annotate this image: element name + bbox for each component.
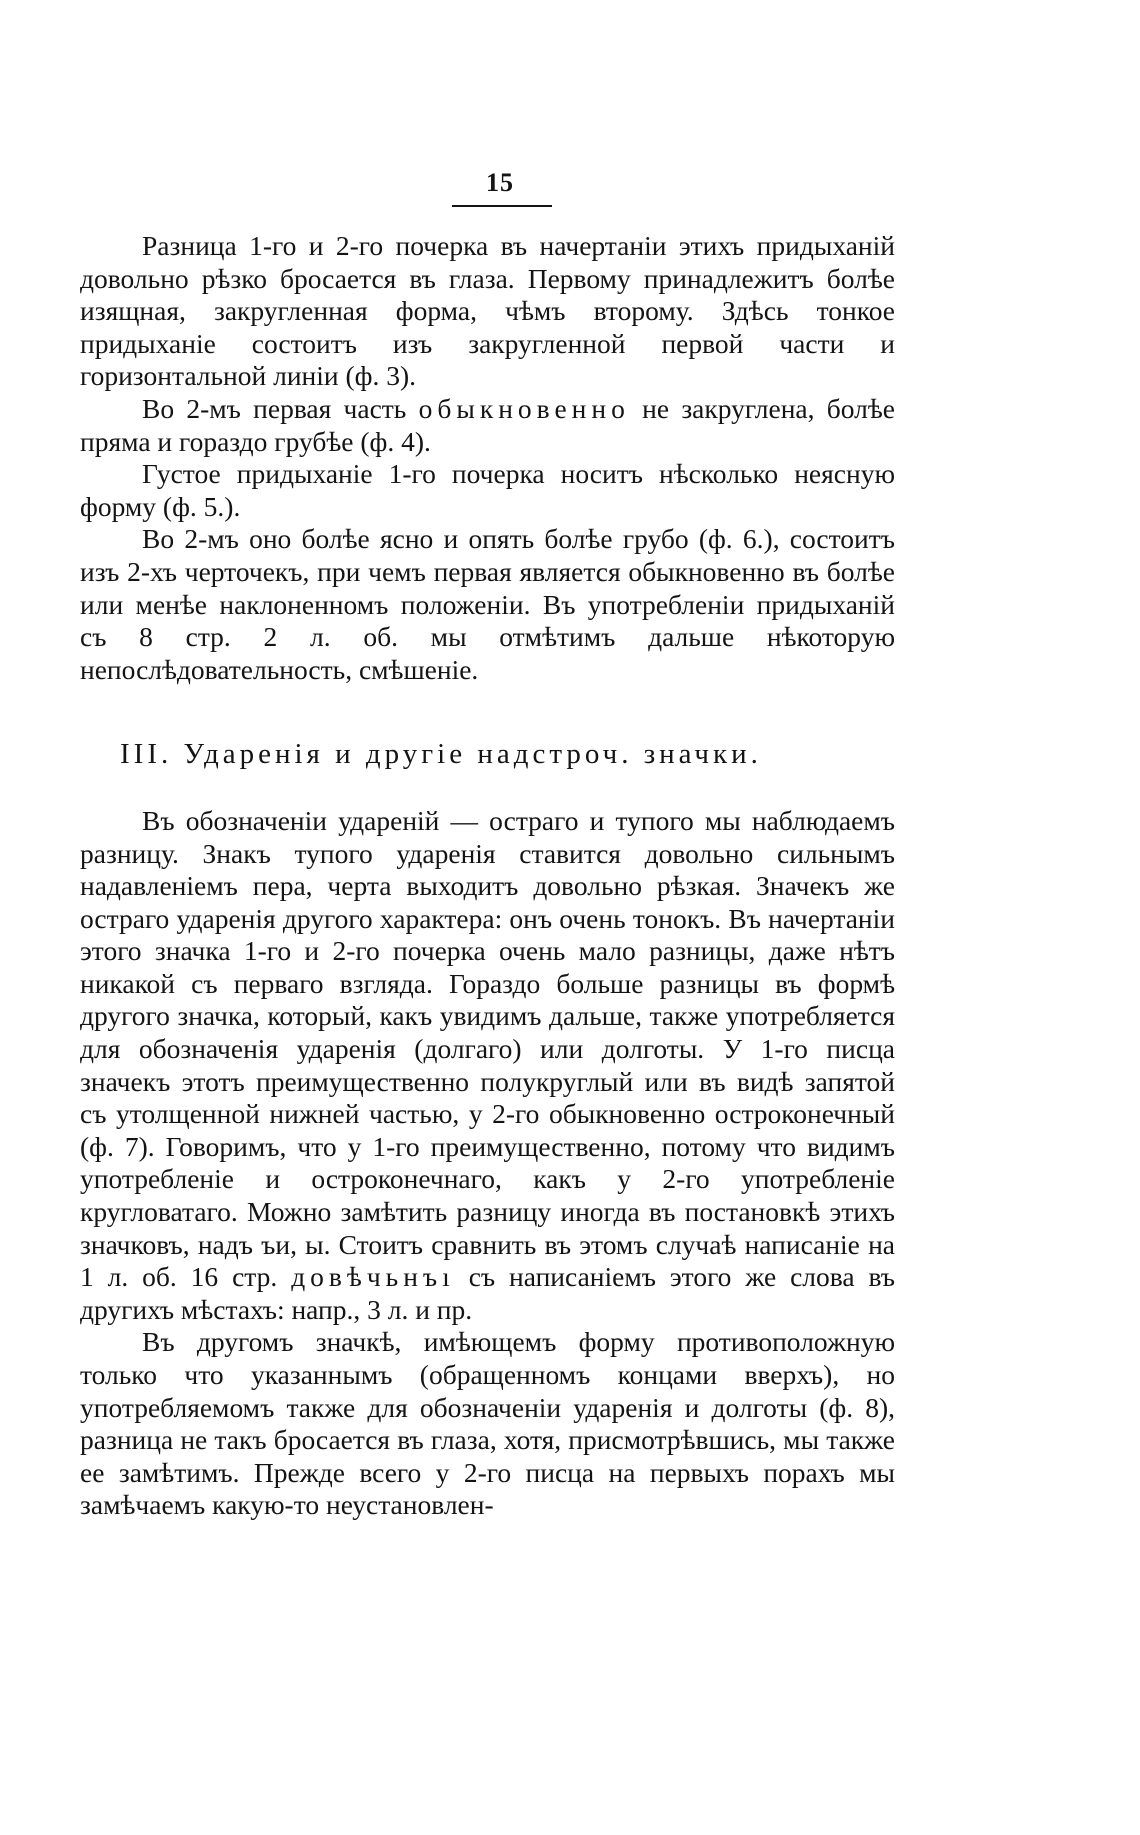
page-number-rule (452, 205, 552, 207)
page-number: 15 (486, 168, 514, 197)
text-run: не закруглена, болѣе пряма и гораздо грубѣе (ф. 4). (80, 392, 895, 457)
text-run: Во 2-мъ оно болѣе ясно и опять болѣе грубо (ф. 6.), состоитъ изъ 2-хъ черточекъ, при чемъ первая является обыкновенно въ болѣе или менѣе наклоненномъ положеніи. Въ употребленіи придыханій съ 8 стр. 2 л. об. мы отмѣтимъ дальше нѣкоторую непослѣдовательность, смѣшеніе. (80, 523, 895, 685)
paragraph (80, 230, 895, 393)
text-run: Во 2-мъ первая часть (142, 392, 419, 424)
paragraph (80, 393, 895, 458)
text-run: Въ обозначеніи удареній — остраго и тупого мы наблюдаемъ разницу. Знакъ тупого ударенія ставится довольно сильнымъ надавленіемъ пера, черта выходитъ довольно рѣзкая. Значекъ же остраго ударенія другого характера: онъ очень тонокъ. Въ начертаніи этого значка 1-го и 2-го почерка очень мало разницы, даже нѣтъ никакой съ перваго взгляда. Гораздо больше разницы въ формѣ другого значка, который, какъ увидимъ дальше, также употребляется для обозначенія ударенія (долгаго) или долготы. У 1-го писца значекъ этотъ преимущественно полукруглый или въ видѣ запятой съ утолщенной нижней частью, у 2-го обыкновенно остроконечный (ф. 7). Говоримъ, что у 1-го преимущественно, потому что видимъ употребленіе и остроконечнаго, какъ у 2-го употребленіе кругловатаго. Можно замѣтить разницу иногда въ постановкѣ этихъ значковъ, надъ ъи, ы. Стоитъ сравнить въ этомъ случаѣ написаніе на 1 л. об. 16 стр. (80, 804, 895, 1293)
paragraph (80, 458, 895, 523)
text-run: Въ другомъ значкѣ, имѣющемъ форму противоположную только что указаннымъ (обращенномъ концами вверхъ), но употребляемомъ также для обозначеніи ударенія и долготы (ф. 8), разница не такъ бросается въ глаза, хотя, присмотрѣвшись, мы также ее замѣтимъ. Прежде всего у 2-го писца на первыхъ порахъ мы замѣчаемъ какую-то неустановлен- (80, 1326, 895, 1521)
spaced-emphasis: обыкновенно (418, 392, 630, 424)
section-numeral: III. (120, 738, 173, 771)
page-body (80, 230, 895, 1522)
text-run: съ написаніемъ этого же слова въ другихъ мѣстахъ: напр., 3 л. и пр. (80, 1261, 896, 1325)
section-heading (80, 738, 895, 771)
paragraph (80, 1326, 895, 1522)
text-run: Густое придыханіе 1-го почерка носитъ нѣсколько неясную форму (ф. 5.). (80, 458, 895, 522)
paragraph (80, 805, 895, 1327)
text-run: Разница 1-го и 2-го почерка въ начертаніи этихъ придыханій довольно рѣзко бросается въ глаза. Первому принадлежитъ болѣе изящная, закругленная форма, чѣмъ второму. Здѣсь тонкое придыханіе состоитъ изъ закругленной первой части и горизонтальной линіи (ф. 3). (80, 230, 895, 392)
spaced-emphasis: довѣчьнъı (291, 1261, 455, 1293)
section-title: Ударенія и другіе надстроч. значки. (183, 738, 762, 771)
paragraph (80, 523, 895, 686)
